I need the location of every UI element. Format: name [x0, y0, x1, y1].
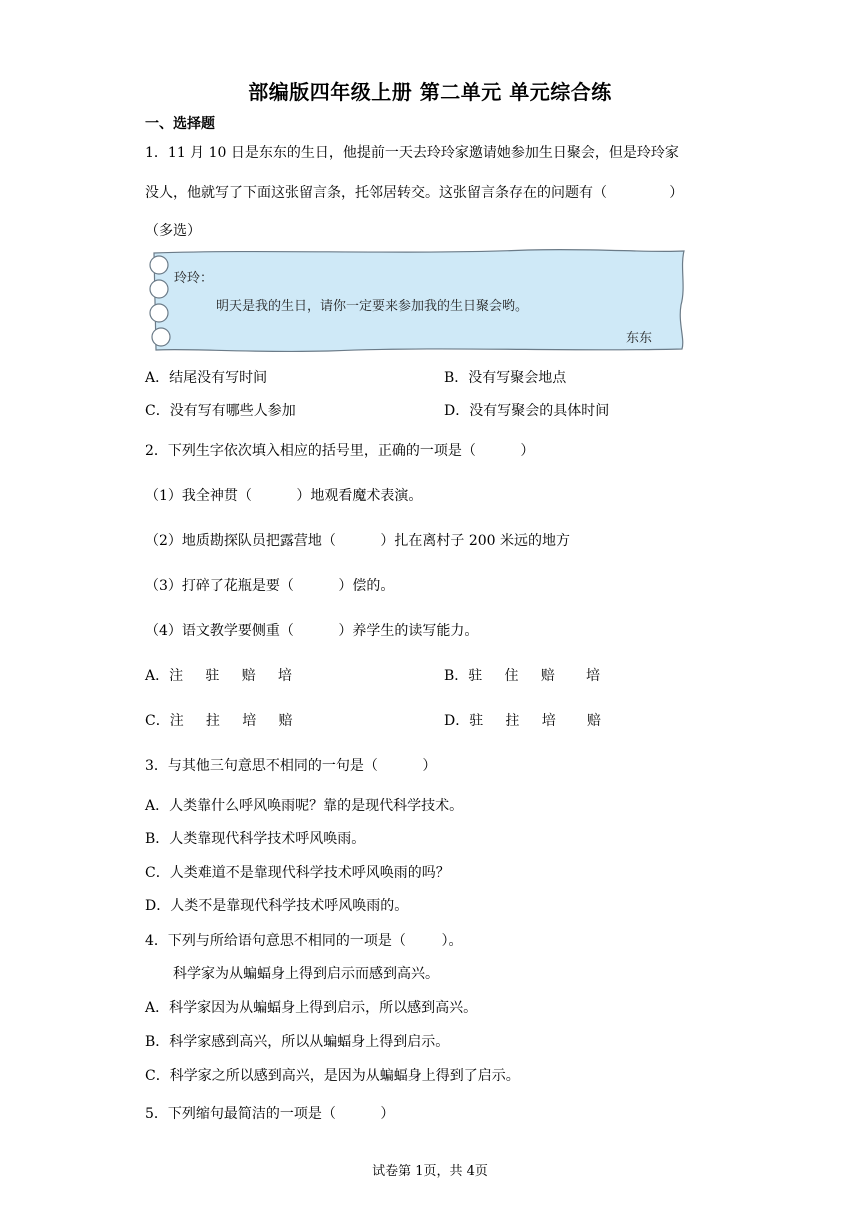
- q4-given-sentence: 科学家为从蝙蝠身上得到启示而感到高兴。: [173, 966, 439, 982]
- q2-item-1: （1）我全神贯（ ）地观看魔术表演。: [145, 488, 423, 504]
- note-salutation: 玲玲：: [174, 271, 214, 286]
- q3-option-a: A．人类靠什么呼风唤雨呢？靠的是现代科学技术。: [145, 798, 464, 814]
- page-title: 部编版四年级上册 第二单元 单元综合练: [248, 80, 612, 104]
- q2-item-2: （2）地质勘探队员把露营地（ ）扎在离村子 200 米远的地方: [145, 533, 571, 549]
- q2-option-b: B．驻 住 赔 培: [444, 668, 600, 684]
- q4-option-c: C．科学家之所以感到高兴，是因为从蝙蝠身上得到了启示。: [145, 1068, 520, 1084]
- q2-option-d: D．驻 拄 培 赔: [444, 713, 601, 729]
- section-heading: 一、选择题: [145, 116, 215, 132]
- q4-stem: 4．下列与所给语句意思不相同的一项是（ ）。: [145, 933, 463, 949]
- q3-option-b: B．人类靠现代科学技术呼风唤雨。: [145, 831, 366, 847]
- q4-option-b: B．科学家感到高兴，所以从蝙蝠身上得到启示。: [145, 1034, 450, 1050]
- q5-stem: 5．下列缩句最简洁的一项是（ ）: [145, 1106, 395, 1122]
- message-note: [148, 247, 688, 353]
- q2-option-c: C．注 拄 培 赔: [145, 713, 293, 729]
- q2-item-4: （4）语文教学要侧重（ ）养学生的读写能力。: [145, 623, 479, 639]
- note-body: 明天是我的生日，请你一定要来参加我的生日聚会哟。: [216, 299, 529, 314]
- q3-stem: 3．与其他三句意思不相同的一句是（ ）: [145, 758, 437, 774]
- q1-option-a: A．结尾没有写时间: [145, 370, 268, 386]
- q1-option-c: C．没有写有哪些人参加: [145, 403, 296, 419]
- q2-option-a: A．注 驻 赔 培: [145, 668, 292, 684]
- q2-item-3: （3）打碎了花瓶是要（ ）偿的。: [145, 578, 395, 594]
- q1-option-b: B．没有写聚会地点: [444, 370, 567, 386]
- q3-option-d: D．人类不是靠现代科学技术呼风唤雨的。: [145, 898, 409, 914]
- q1-option-d: D．没有写聚会的具体时间: [444, 403, 610, 419]
- q1-multi-note: （多选）: [145, 223, 201, 239]
- q2-stem: 2．下列生字依次填入相应的括号里，正确的一项是（ ）: [145, 443, 535, 459]
- q4-option-a: A．科学家因为从蝙蝠身上得到启示，所以感到高兴。: [145, 1000, 478, 1016]
- q1-stem-line2: 没人，他就写了下面这张留言条，托邻居转交。这张留言条存在的问题有（ ）: [145, 185, 684, 201]
- q1-stem-line1: 1．11 月 10 日是东东的生日，他提前一天去玲玲家邀请她参加生日聚会，但是玲玲家: [145, 145, 679, 161]
- q3-option-c: C．人类难道不是靠现代科学技术呼风唤雨的吗？: [145, 865, 450, 881]
- note-signature: 东东: [626, 331, 653, 346]
- page-footer: 试卷第 1页，共 4页: [372, 1164, 488, 1179]
